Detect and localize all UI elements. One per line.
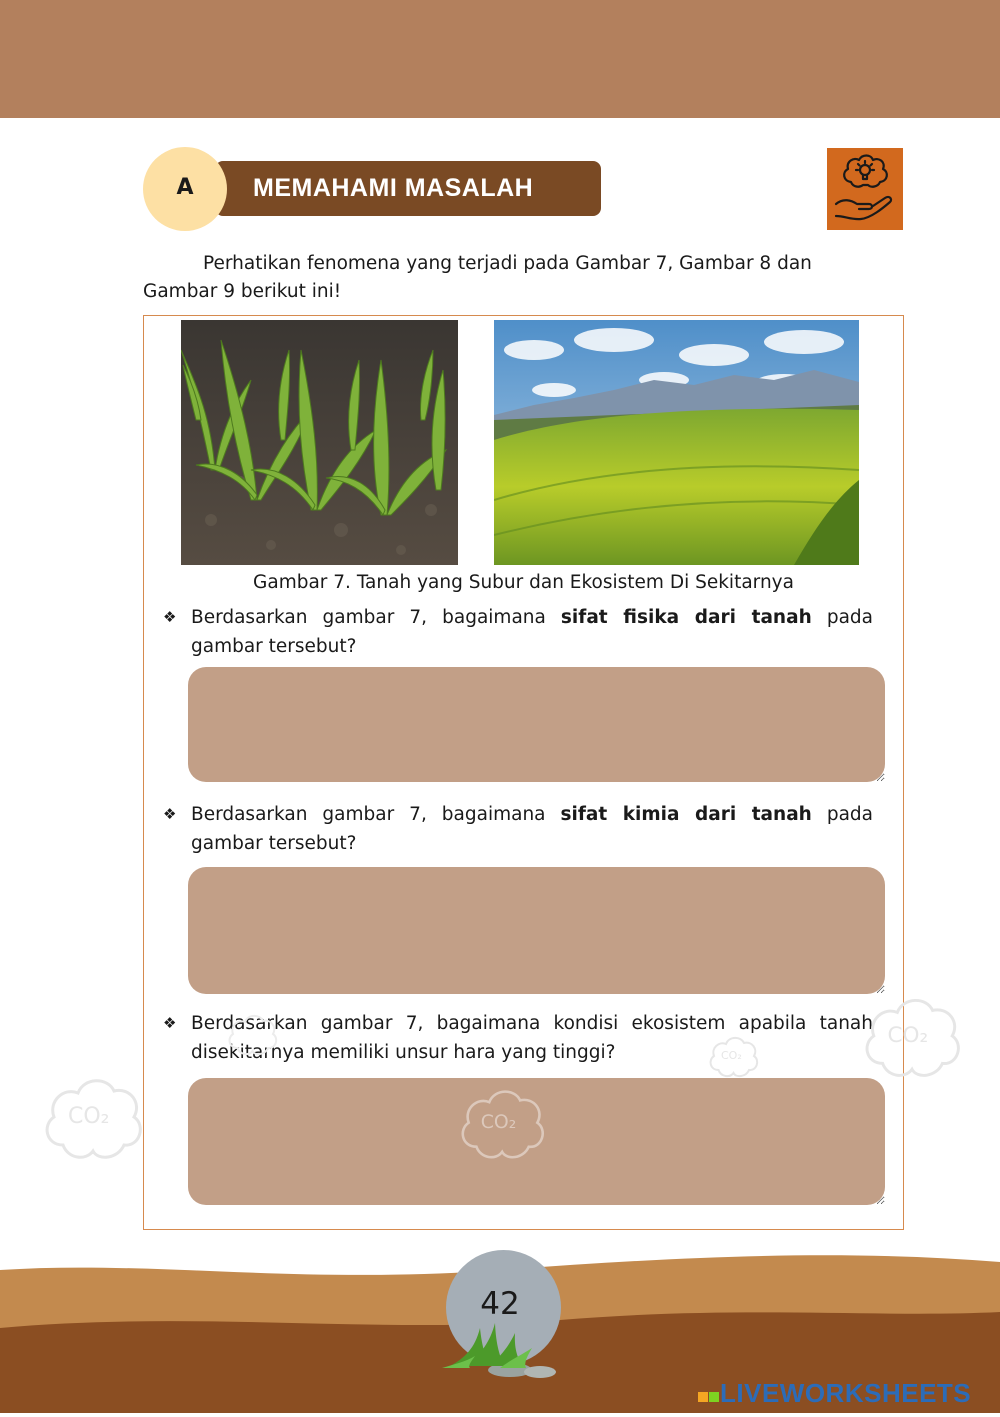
co2-cloud-icon xyxy=(706,1030,762,1084)
liveworksheets-logo: LIVEWORKSHEETS xyxy=(698,1378,971,1409)
answer-box-1[interactable] xyxy=(188,667,885,782)
co2-cloud-icon xyxy=(455,1078,551,1168)
corn-seedlings-photo xyxy=(181,320,458,565)
svg-text:CO₂: CO₂ xyxy=(480,1111,517,1133)
figure-caption: Gambar 7. Tanah yang Subur dan Ekosistem Di Sekitarnya xyxy=(253,572,794,593)
grass-icon xyxy=(440,1318,565,1384)
intro-paragraph: Perhatikan fenomena yang terjadi pada Gambar 7, Gambar 8 dan Gambar 9 berikut ini! xyxy=(143,253,812,302)
bullet-icon: ❖ xyxy=(163,805,177,823)
answer-box-2[interactable] xyxy=(188,867,885,994)
svg-text:CO₂: CO₂ xyxy=(887,1022,929,1048)
bullet-icon: ❖ xyxy=(163,1014,177,1032)
section-title: MEMAHAMI MASALAH xyxy=(253,174,534,202)
top-band xyxy=(0,0,1000,118)
question-1: ❖ Berdasarkan gambar 7, bagaimana sifat fisika dari tanah pada gambar tersebut? xyxy=(163,603,873,661)
question-3: ❖ Berdasarkan gambar 7, bagaimana kondisi ekosistem apabila tanah disekitarnya memiliki unsur hara yang tinggi? xyxy=(163,1009,873,1067)
svg-text:CO₂: CO₂ xyxy=(68,1104,110,1129)
svg-text:CO₂: CO₂ xyxy=(721,1049,742,1062)
page-number: 42 xyxy=(480,1286,520,1322)
co2-cloud-icon xyxy=(38,1065,150,1169)
co2-cloud-icon xyxy=(225,1008,281,1062)
brain-lightbulb-hand-icon xyxy=(827,148,903,230)
question-2: ❖ Berdasarkan gambar 7, bagaimana sifat kimia dari tanah pada gambar tersebut? xyxy=(163,800,873,858)
section-letter: A xyxy=(176,175,194,200)
bullet-icon: ❖ xyxy=(163,608,177,626)
co2-cloud-icon xyxy=(858,985,968,1087)
green-hills-landscape-photo xyxy=(494,320,859,565)
